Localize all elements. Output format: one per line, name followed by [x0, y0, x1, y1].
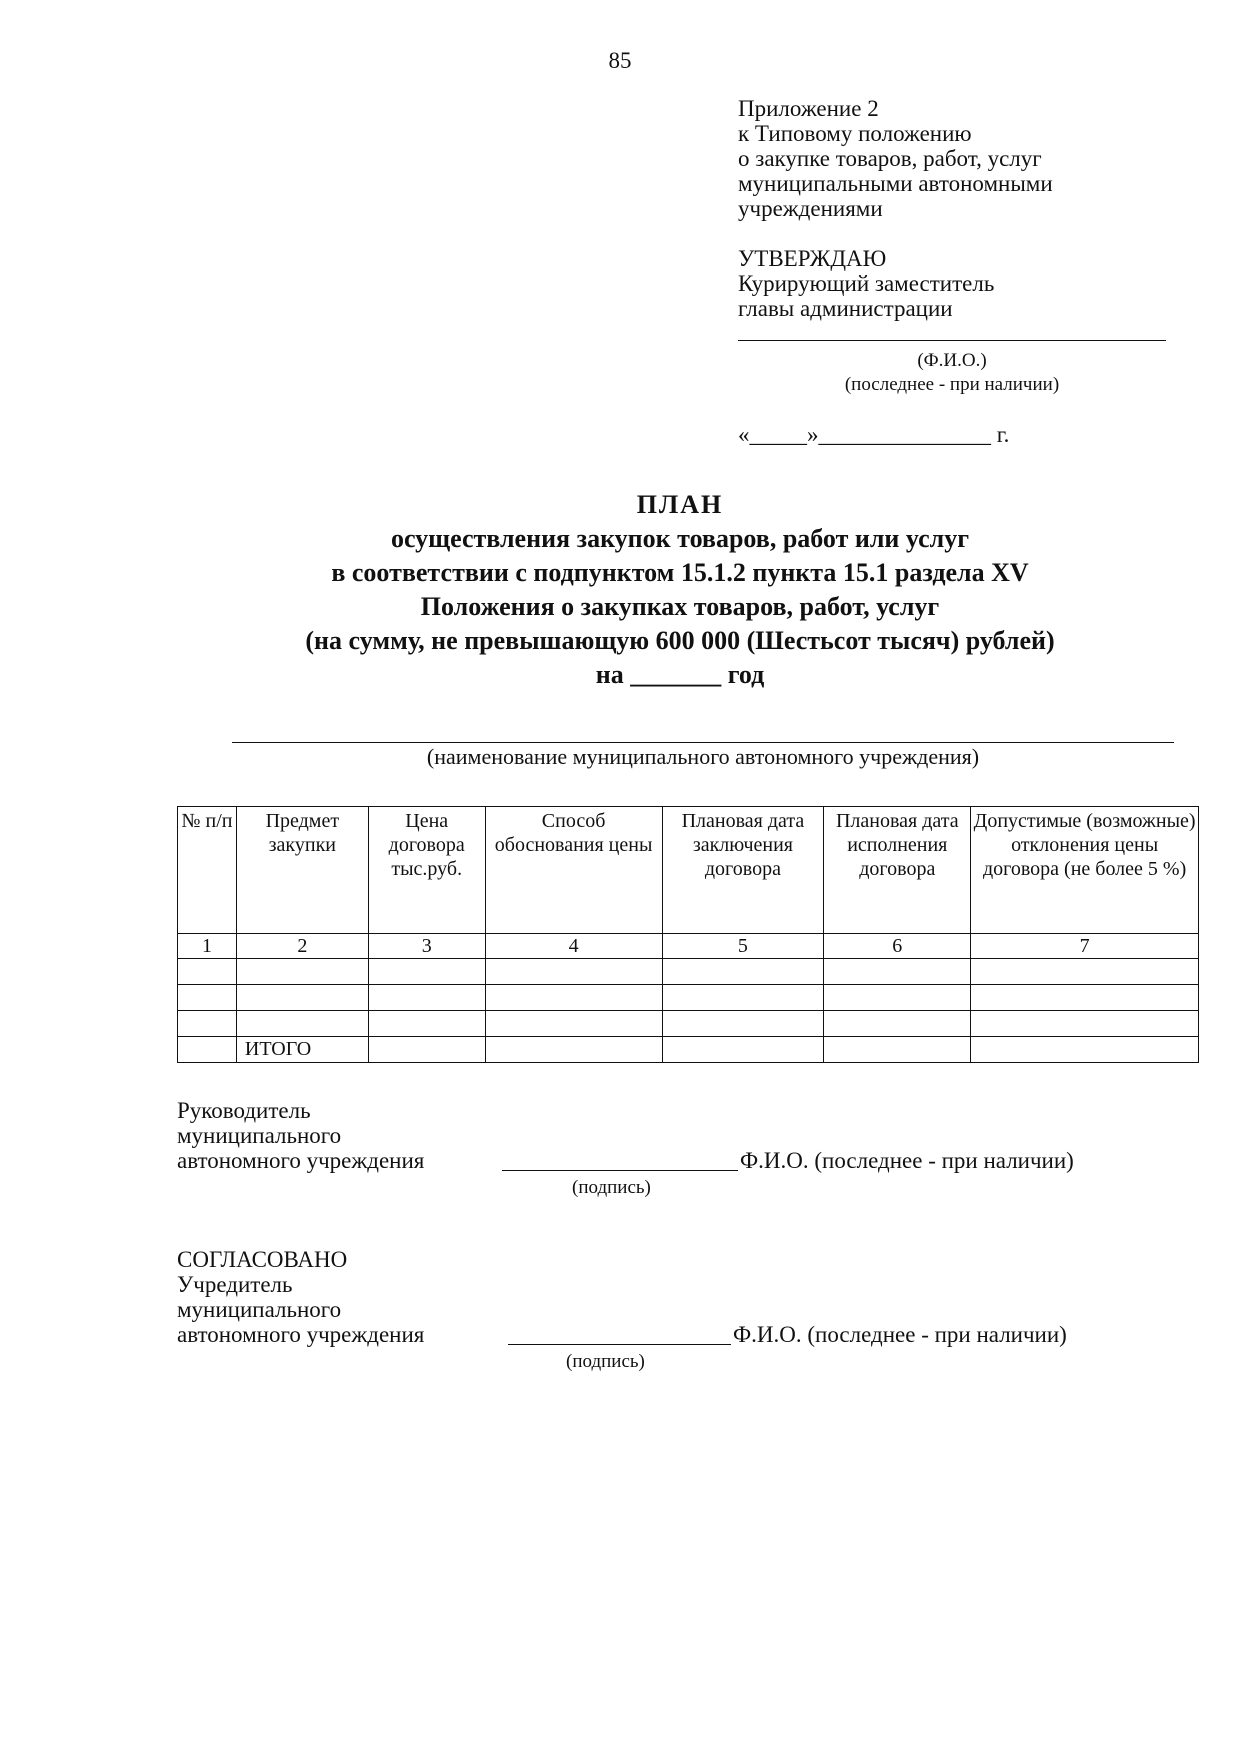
total-row	[178, 1037, 1199, 1063]
head-signature-line: Руководитель	[177, 1098, 311, 1123]
procurement-plan-table	[177, 806, 1199, 1063]
table-cell[interactable]	[236, 1011, 368, 1037]
founder-heading: СОГЛАСОВАНО	[177, 1247, 348, 1272]
table-cell[interactable]	[824, 1011, 971, 1037]
table-cell[interactable]	[236, 959, 368, 985]
organization-name-line[interactable]	[232, 722, 1174, 743]
table-header-row	[178, 807, 1199, 934]
table-cell[interactable]	[971, 1011, 1199, 1037]
table-row	[178, 959, 1199, 985]
table-cell[interactable]	[368, 1011, 485, 1037]
column-number: 1	[178, 934, 237, 959]
document-title	[150, 488, 1210, 692]
head-signature-line: муниципального	[177, 1123, 342, 1148]
table-cell[interactable]	[662, 1011, 824, 1037]
table-cell[interactable]	[368, 959, 485, 985]
table-cell[interactable]	[662, 1037, 824, 1063]
table-row	[178, 985, 1199, 1011]
page-number: 85	[608, 48, 632, 73]
table-cell[interactable]	[485, 1011, 662, 1037]
title-line: осуществления закупок товаров, работ или услуг	[390, 524, 970, 553]
table-cell[interactable]	[178, 1037, 237, 1063]
table-row	[178, 1011, 1199, 1037]
founder-signature-label	[177, 1247, 424, 1347]
column-number: 7	[971, 934, 1199, 959]
table-cell[interactable]	[178, 985, 237, 1011]
table-cell[interactable]	[368, 985, 485, 1011]
header-price: Цена договора тыс.руб.	[368, 807, 485, 934]
header-execution-date: Плановая дата исполнения договора	[824, 807, 971, 934]
column-number: 4	[485, 934, 662, 959]
head-signature-field[interactable]	[502, 1148, 738, 1171]
table-cell[interactable]	[662, 959, 824, 985]
title-line: в соответствии с подпунктом 15.1.2 пункта 15.1 раздела XV	[331, 558, 1029, 587]
table-cell[interactable]	[824, 1037, 971, 1063]
header-subject: Предмет закупки	[236, 807, 368, 934]
founder-fio: Ф.И.О. (последнее - при наличии)	[733, 1322, 1067, 1347]
head-signature-line: автономного учреждения	[177, 1148, 425, 1173]
head-fio: Ф.И.О. (последнее - при наличии)	[740, 1148, 1074, 1173]
founder-signature-field[interactable]	[508, 1322, 731, 1345]
header-conclusion-date: Плановая дата заключения договора	[662, 807, 824, 934]
table-cell[interactable]	[824, 985, 971, 1011]
head-signature-label	[177, 1098, 424, 1173]
column-number-row	[178, 934, 1199, 959]
organization-caption: (наименование муниципального автономного учреждения)	[426, 744, 980, 769]
table-cell[interactable]	[824, 959, 971, 985]
table-cell[interactable]	[971, 959, 1199, 985]
founder-signature-caption: (подпись)	[566, 1351, 645, 1372]
title-line: (на сумму, не превышающую 600 000 (Шестьсот тысяч) рублей)	[305, 626, 1055, 655]
founder-signature-line: муниципального	[177, 1297, 342, 1322]
table-cell[interactable]	[485, 985, 662, 1011]
appendix-line: Приложение 2	[738, 96, 879, 121]
approval-block	[738, 246, 994, 321]
head-signature-caption: (подпись)	[572, 1177, 651, 1198]
table-cell[interactable]	[485, 1037, 662, 1063]
title-line: ПЛАН	[636, 490, 724, 519]
founder-signature-line: Учредитель	[177, 1272, 293, 1297]
appendix-line: к Типовому положению	[738, 121, 972, 146]
table-cell[interactable]	[662, 985, 824, 1011]
column-number: 5	[662, 934, 824, 959]
approval-signature-line[interactable]	[738, 320, 1166, 341]
column-number: 6	[824, 934, 971, 959]
approval-line: Курирующий заместитель	[738, 271, 995, 296]
founder-signature-line: автономного учреждения	[177, 1322, 425, 1347]
approval-heading: УТВЕРЖДАЮ	[738, 246, 887, 271]
approval-date-field[interactable]: «_____»_______________ г.	[738, 422, 1010, 447]
header-price-method: Способ обоснования цены	[485, 807, 662, 934]
appendix-line: учреждениями	[738, 196, 883, 221]
table-cell[interactable]	[485, 959, 662, 985]
approval-fio-note: (последнее - при наличии)	[844, 374, 1060, 395]
title-line: Положения о закупках товаров, работ, услуг	[420, 592, 940, 621]
table-cell[interactable]	[236, 985, 368, 1011]
table-cell[interactable]	[971, 1037, 1199, 1063]
table-cell[interactable]	[971, 985, 1199, 1011]
column-number: 3	[368, 934, 485, 959]
appendix-line: муниципальными автономными	[738, 171, 1053, 196]
approval-line: главы администрации	[738, 296, 953, 321]
appendix-line: о закупке товаров, работ, услуг	[738, 146, 1042, 171]
total-label: ИТОГО	[236, 1037, 368, 1063]
total-price-cell[interactable]	[368, 1037, 485, 1063]
title-year-line: на _______ год	[595, 660, 765, 689]
appendix-block	[738, 96, 1053, 221]
table-cell[interactable]	[178, 959, 237, 985]
table-cell[interactable]	[178, 1011, 237, 1037]
header-deviation: Допустимые (возможные) отклонения цены договора (не более 5 %)	[971, 807, 1199, 934]
header-number: № п/п	[178, 807, 237, 934]
approval-fio-caption: (Ф.И.О.)	[917, 350, 987, 371]
column-number: 2	[236, 934, 368, 959]
